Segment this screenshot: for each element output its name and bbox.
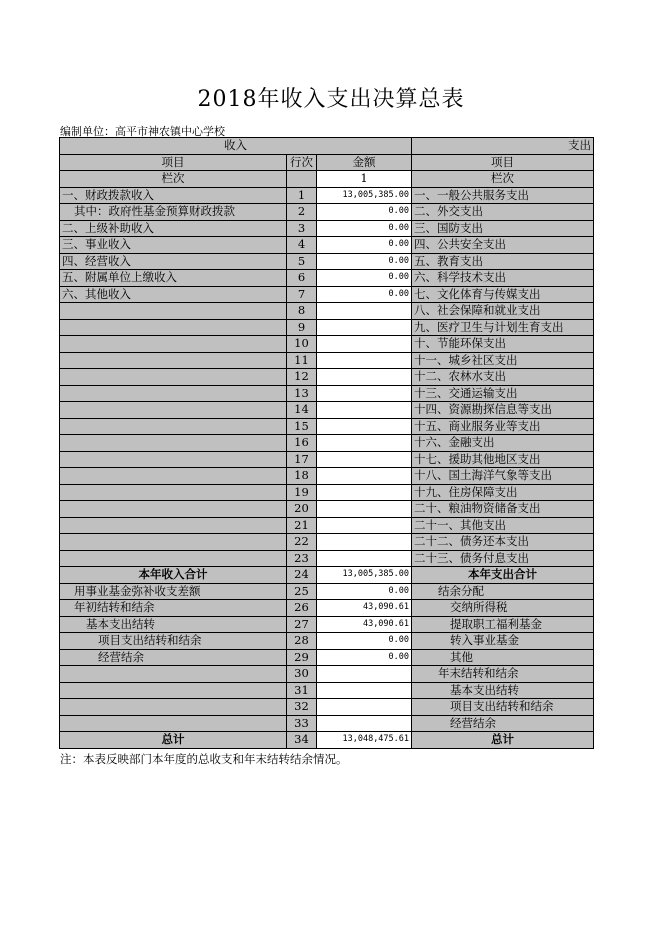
- amount-cell: [317, 336, 412, 353]
- table-row: [60, 319, 594, 336]
- expense-item-cell: 其他: [412, 649, 594, 666]
- income-item-cell: 四、经营收入: [60, 253, 287, 270]
- income-item-cell: [60, 319, 287, 336]
- amount-cell: 43,090.61: [317, 616, 412, 633]
- income-item-cell: 六、其他收入: [60, 286, 287, 303]
- income-item-cell: [60, 715, 287, 732]
- income-item-cell: [60, 369, 287, 386]
- table-row: [60, 369, 594, 386]
- column-label-expense: 栏次: [412, 171, 594, 188]
- table-row: [60, 220, 594, 237]
- amount-cell: 0.00: [317, 237, 412, 254]
- amount-cell: 43,090.61: [317, 600, 412, 617]
- table-row: [60, 451, 594, 468]
- income-item-cell: 五、附属单位上缴收入: [60, 270, 287, 287]
- income-item-cell: 二、上级补助收入: [60, 220, 287, 237]
- line-no-cell: 31: [287, 682, 317, 699]
- amount-cell: [317, 369, 412, 386]
- table-row: [60, 484, 594, 501]
- amount-cell: [317, 501, 412, 518]
- expense-item-cell: 年末结转和结余: [412, 666, 594, 683]
- line-no-header: 行次: [287, 154, 317, 171]
- expense-item-cell: 转入事业基金: [412, 633, 594, 650]
- expense-item-cell: 结余分配: [412, 583, 594, 600]
- income-item-cell: 总计: [60, 732, 287, 749]
- income-item-header: 项目: [60, 154, 287, 171]
- line-no-cell: 17: [287, 451, 317, 468]
- expense-item-cell: 四、公共安全支出: [412, 237, 594, 254]
- amount-cell: 13,005,385.00: [317, 187, 412, 204]
- income-item-cell: [60, 435, 287, 452]
- table-row: [60, 616, 594, 633]
- line-no-cell: 34: [287, 732, 317, 749]
- table-row: [60, 567, 594, 584]
- expense-item-cell: 七、文化体育与传媒支出: [412, 286, 594, 303]
- expense-item-cell: 基本支出结转: [412, 682, 594, 699]
- column-label-income: 栏次: [60, 171, 287, 188]
- line-no-cell: 4: [287, 237, 317, 254]
- expense-item-cell: 经营结余: [412, 715, 594, 732]
- line-no-cell: 1: [287, 187, 317, 204]
- table-row: [60, 699, 594, 716]
- income-item-cell: [60, 385, 287, 402]
- line-no-cell: 3: [287, 220, 317, 237]
- column-number: 1: [317, 171, 412, 188]
- table-row: [60, 270, 594, 287]
- footnote: 注：本表反映部门本年度的总收支和年末结转结余情况。: [60, 752, 348, 766]
- table-row: [60, 402, 594, 419]
- table-row: [60, 336, 594, 353]
- table-row: [60, 435, 594, 452]
- amount-cell: [317, 715, 412, 732]
- amount-cell: 13,048,475.61: [317, 732, 412, 749]
- amount-cell: 0.00: [317, 633, 412, 650]
- table-row: [60, 204, 594, 221]
- table-row: [60, 600, 594, 617]
- line-no-cell: 21: [287, 517, 317, 534]
- income-item-cell: 一、财政拨款收入: [60, 187, 287, 204]
- report-title: 2018年收入支出决算总表: [197, 87, 465, 112]
- expense-item-cell: 二十、粮油物资储备支出: [412, 501, 594, 518]
- table-row: [60, 418, 594, 435]
- line-no-cell: 33: [287, 715, 317, 732]
- line-no-cell: 24: [287, 567, 317, 584]
- line-no-cell: 7: [287, 286, 317, 303]
- income-item-cell: [60, 501, 287, 518]
- table-row: [60, 550, 594, 567]
- income-item-cell: [60, 451, 287, 468]
- amount-cell: [317, 550, 412, 567]
- expense-item-cell: 十五、商业服务业等支出: [412, 418, 594, 435]
- table-row: [60, 649, 594, 666]
- table-row: [60, 237, 594, 254]
- amount-cell: 0.00: [317, 583, 412, 600]
- line-no-cell: 2: [287, 204, 317, 221]
- expense-item-cell: 十六、金融支出: [412, 435, 594, 452]
- expense-item-cell: 九、医疗卫生与计划生育支出: [412, 319, 594, 336]
- income-item-cell: [60, 402, 287, 419]
- amount-cell: [317, 303, 412, 320]
- table-row: [60, 286, 594, 303]
- table-row: [60, 715, 594, 732]
- line-no-cell: 15: [287, 418, 317, 435]
- amount-cell: 0.00: [317, 649, 412, 666]
- income-item-cell: [60, 550, 287, 567]
- income-item-cell: [60, 517, 287, 534]
- table-row: [60, 385, 594, 402]
- line-no-cell: 29: [287, 649, 317, 666]
- income-item-cell: 经营结余: [60, 649, 287, 666]
- line-no-cell: 9: [287, 319, 317, 336]
- income-item-cell: [60, 418, 287, 435]
- income-item-cell: 年初结转和结余: [60, 600, 287, 617]
- amount-header: 金额: [317, 154, 412, 171]
- income-item-cell: 三、事业收入: [60, 237, 287, 254]
- expense-section-header: 支出: [412, 138, 594, 155]
- income-item-cell: [60, 534, 287, 551]
- amount-cell: [317, 699, 412, 716]
- amount-cell: [317, 682, 412, 699]
- expense-item-cell: 二十二、债务还本支出: [412, 534, 594, 551]
- expense-item-cell: 二十一、其他支出: [412, 517, 594, 534]
- amount-cell: 0.00: [317, 286, 412, 303]
- amount-cell: 0.00: [317, 270, 412, 287]
- income-item-cell: 其中：政府性基金预算财政拨款: [60, 204, 287, 221]
- line-no-cell: 26: [287, 600, 317, 617]
- amount-cell: [317, 319, 412, 336]
- table-row: [60, 583, 594, 600]
- line-no-cell: 12: [287, 369, 317, 386]
- table-row: [60, 682, 594, 699]
- amount-cell: [317, 517, 412, 534]
- amount-cell: [317, 666, 412, 683]
- expense-item-cell: 十、节能环保支出: [412, 336, 594, 353]
- line-no-cell: 14: [287, 402, 317, 419]
- amount-cell: 0.00: [317, 204, 412, 221]
- amount-cell: [317, 451, 412, 468]
- expense-item-cell: 提取职工福利基金: [412, 616, 594, 633]
- table-row: [60, 633, 594, 650]
- line-no-cell: 5: [287, 253, 317, 270]
- expense-item-cell: 十八、国土海洋气象等支出: [412, 468, 594, 485]
- amount-cell: [317, 352, 412, 369]
- line-no-cell: 25: [287, 583, 317, 600]
- amount-cell: 0.00: [317, 253, 412, 270]
- amount-cell: 0.00: [317, 220, 412, 237]
- income-item-cell: [60, 336, 287, 353]
- income-expense-table: [59, 137, 594, 749]
- income-item-cell: 本年收入合计: [60, 567, 287, 584]
- expense-item-cell: 二十三、债务付息支出: [412, 550, 594, 567]
- expense-item-cell: 十九、住房保障支出: [412, 484, 594, 501]
- table-row: [60, 666, 594, 683]
- amount-cell: [317, 418, 412, 435]
- expense-item-cell: 八、社会保障和就业支出: [412, 303, 594, 320]
- expense-item-cell: 十一、城乡社区支出: [412, 352, 594, 369]
- line-no-cell: 13: [287, 385, 317, 402]
- line-no-cell: 28: [287, 633, 317, 650]
- expense-item-cell: 二、外交支出: [412, 204, 594, 221]
- income-item-cell: [60, 468, 287, 485]
- income-section-header: 收入: [60, 138, 412, 155]
- expense-item-cell: 交纳所得税: [412, 600, 594, 617]
- line-no-cell: 20: [287, 501, 317, 518]
- income-item-cell: 用事业基金弥补收支差额: [60, 583, 287, 600]
- amount-cell: [317, 385, 412, 402]
- table-row: [60, 352, 594, 369]
- expense-item-cell: 总计: [412, 732, 594, 749]
- amount-cell: [317, 402, 412, 419]
- income-item-cell: [60, 666, 287, 683]
- line-no-cell: 8: [287, 303, 317, 320]
- line-no-cell: 6: [287, 270, 317, 287]
- line-no-cell: 22: [287, 534, 317, 551]
- expense-item-cell: 十三、交通运输支出: [412, 385, 594, 402]
- income-item-cell: 基本支出结转: [60, 616, 287, 633]
- table-row: [60, 303, 594, 320]
- line-no-cell: 30: [287, 666, 317, 683]
- expense-item-header: 项目: [412, 154, 594, 171]
- amount-cell: [317, 468, 412, 485]
- reporting-unit: 编制单位：高平市神农镇中心学校: [60, 125, 225, 138]
- amount-cell: [317, 534, 412, 551]
- line-no-cell: 11: [287, 352, 317, 369]
- expense-item-cell: 一、一般公共服务支出: [412, 187, 594, 204]
- amount-cell: [317, 484, 412, 501]
- amount-cell: 13,005,385.00: [317, 567, 412, 584]
- line-no-cell: 18: [287, 468, 317, 485]
- expense-item-cell: 三、国防支出: [412, 220, 594, 237]
- line-no-cell: 10: [287, 336, 317, 353]
- table-row: [60, 534, 594, 551]
- line-no-cell: 27: [287, 616, 317, 633]
- income-item-cell: [60, 484, 287, 501]
- table-row: [60, 732, 594, 749]
- table-row: [60, 187, 594, 204]
- line-no-cell: 32: [287, 699, 317, 716]
- line-no-cell: 16: [287, 435, 317, 452]
- expense-item-cell: 项目支出结转和结余: [412, 699, 594, 716]
- expense-item-cell: 十七、援助其他地区支出: [412, 451, 594, 468]
- expense-item-cell: 本年支出合计: [412, 567, 594, 584]
- table-row: [60, 501, 594, 518]
- income-item-cell: [60, 682, 287, 699]
- line-no-cell: 23: [287, 550, 317, 567]
- expense-item-cell: 五、教育支出: [412, 253, 594, 270]
- line-no-cell: 19: [287, 484, 317, 501]
- table-row: [60, 517, 594, 534]
- expense-item-cell: 十四、资源勘探信息等支出: [412, 402, 594, 419]
- income-item-cell: 项目支出结转和结余: [60, 633, 287, 650]
- table-row: [60, 468, 594, 485]
- expense-item-cell: 六、科学技术支出: [412, 270, 594, 287]
- table-row: [60, 253, 594, 270]
- income-item-cell: [60, 352, 287, 369]
- income-item-cell: [60, 699, 287, 716]
- expense-item-cell: 十二、农林水支出: [412, 369, 594, 386]
- amount-cell: [317, 435, 412, 452]
- income-item-cell: [60, 303, 287, 320]
